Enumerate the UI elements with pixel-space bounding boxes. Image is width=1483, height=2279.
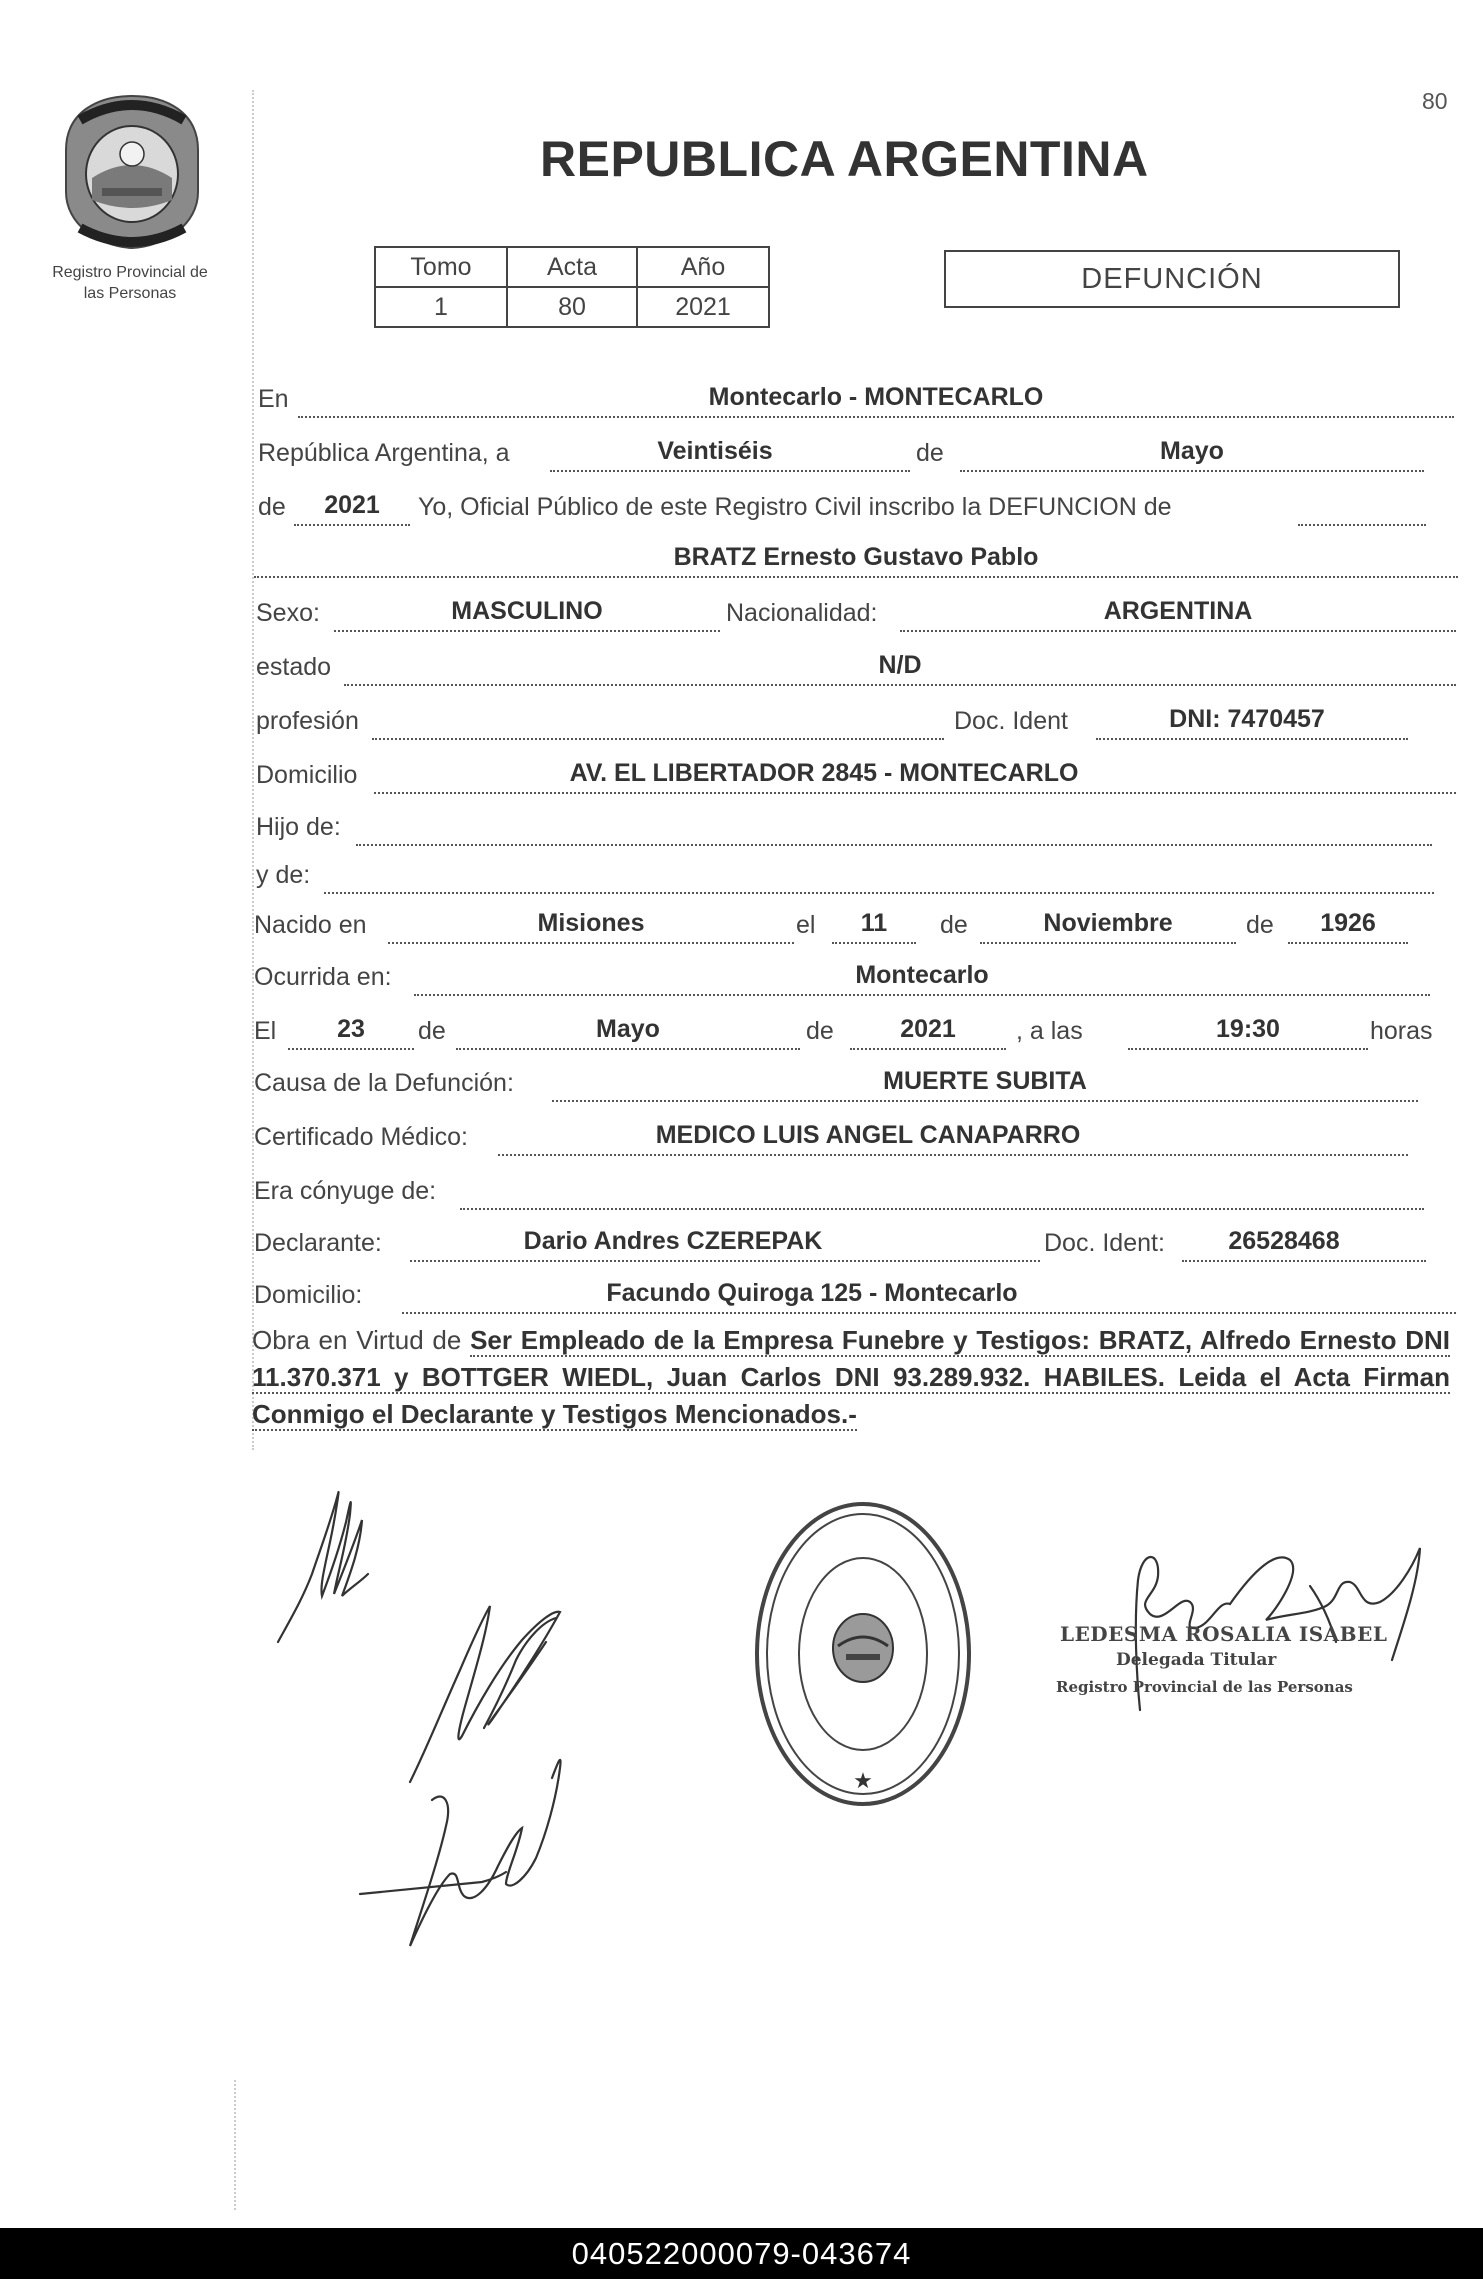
nacido-label: Nacido en <box>254 911 367 939</box>
sexo-label: Sexo: <box>256 599 320 627</box>
obra-label: Obra en Virtud de <box>252 1325 462 1355</box>
declarante-dom-value: Facundo Quiroga 125 - Montecarlo <box>606 1279 1018 1307</box>
row-estado <box>254 648 1458 688</box>
causa-label: Causa de la Defunción: <box>254 1069 514 1097</box>
row-sexo <box>254 594 1458 634</box>
record-header-row <box>375 247 769 287</box>
official-stamp <box>752 1498 974 1810</box>
tomo-value: 1 <box>375 287 507 327</box>
death-time-value: 19:30 <box>1216 1015 1280 1043</box>
declarante-label: Declarante: <box>254 1229 382 1257</box>
row-death-date <box>254 1012 1458 1052</box>
row-declarante-domicilio <box>254 1276 1458 1316</box>
row-nacido <box>254 906 1458 946</box>
logo-caption <box>20 262 240 304</box>
death-day-value: 23 <box>337 1015 365 1043</box>
logo-caption-line1: Registro Provincial de <box>52 264 208 281</box>
document-type-box: DEFUNCIÓN <box>944 250 1400 308</box>
declarante-dom-label: Domicilio: <box>254 1281 363 1309</box>
doc-ident-value: DNI: 7470457 <box>1169 705 1325 733</box>
tomo-header: Tomo <box>375 247 507 287</box>
row-declarante <box>254 1224 1458 1264</box>
delegate-office: Registro Provincial de las Personas <box>1056 1678 1353 1696</box>
birth-de2-label: de <box>1246 911 1274 939</box>
horas-label: horas <box>1370 1017 1433 1045</box>
hijo-label: Hijo de: <box>256 813 341 841</box>
document-title: REPUBLICA ARGENTINA <box>540 131 1149 187</box>
left-margin-rule-bottom <box>234 2080 236 2210</box>
svg-text:★: ★ <box>853 1769 873 1794</box>
declarante-value: Dario Andres CZEREPAK <box>523 1227 823 1255</box>
page-number: 80 <box>1422 88 1448 114</box>
sexo-value: MASCULINO <box>451 597 603 625</box>
year-value: 2021 <box>324 491 380 519</box>
row-domicilio <box>254 756 1458 796</box>
anio-header: Año <box>637 247 769 287</box>
en-label: En <box>258 385 289 413</box>
death-year-value: 2021 <box>900 1015 956 1043</box>
acta-value: 80 <box>507 287 637 327</box>
birth-year-value: 1926 <box>1320 909 1376 937</box>
nacionalidad-value: ARGENTINA <box>1103 597 1253 625</box>
coat-of-arms-logo <box>58 92 206 250</box>
nacido-value: Misiones <box>537 909 645 937</box>
causa-value: MUERTE SUBITA <box>883 1067 1087 1095</box>
row-name <box>254 540 1458 580</box>
row-year <box>254 488 1458 528</box>
footer-code: 040522000079-043674 <box>0 2228 1483 2279</box>
death-el-label: El <box>254 1017 277 1045</box>
declarante-doc-value: 26528468 <box>1228 1227 1340 1255</box>
day-value: Veintiséis <box>657 437 773 465</box>
republica-label: República Argentina, a <box>258 439 510 467</box>
row-yde <box>254 856 1458 896</box>
hijo-line <box>356 810 1432 846</box>
record-table <box>374 246 770 328</box>
declarante-doc-label: Doc. Ident: <box>1044 1229 1165 1257</box>
alas-label: , a las <box>1016 1017 1083 1045</box>
inscribo-line <box>1298 490 1426 526</box>
row-hijo <box>254 808 1458 848</box>
row-conyuge <box>254 1172 1458 1212</box>
delegate-role: Delegada Titular <box>1116 1650 1277 1670</box>
birth-day-value: 11 <box>860 909 888 937</box>
de2-label: de <box>258 493 286 521</box>
obra-paragraph <box>252 1322 1450 1433</box>
row-date <box>254 434 1458 474</box>
acta-header: Acta <box>507 247 637 287</box>
death-de-label: de <box>418 1017 446 1045</box>
domicilio-value: AV. EL LIBERTADOR 2845 - MONTECARLO <box>569 759 1079 787</box>
month-value: Mayo <box>1160 437 1224 465</box>
row-ocurrida <box>254 958 1458 998</box>
row-profesion <box>254 702 1458 742</box>
delegate-name: LEDESMA ROSALIA ISABEL <box>1060 1622 1388 1646</box>
estado-label: estado <box>256 653 332 681</box>
doc-ident-label: Doc. Ident <box>954 707 1068 735</box>
row-causa <box>254 1064 1458 1104</box>
estado-value: N/D <box>878 651 922 679</box>
domicilio-label: Domicilio <box>256 761 358 789</box>
death-month-value: Mayo <box>596 1015 660 1043</box>
inscribo-text: Yo, Oficial Público de este Registro Civil inscribo la DEFUNCION de <box>418 493 1172 521</box>
profesion-label: profesión <box>256 707 359 735</box>
nacionalidad-label: Nacionalidad: <box>726 599 878 627</box>
conyuge-line <box>460 1174 1424 1210</box>
obra-value: Ser Empleado de la Empresa Funebre y Testigos: BRATZ, Alfredo Ernesto DNI 11.370.371 y BOTTGER WIEDL, Juan Carlos DNI 93.289.932. HABILES. Leida el Acta Firman Conmigo el Declarante y Testigos Mencionados.- <box>252 1325 1451 1429</box>
logo-caption-line2: las Personas <box>83 285 177 302</box>
delegate-signature-block <box>1040 1510 1440 1750</box>
de-label: de <box>916 439 944 467</box>
ocurrida-value: Montecarlo <box>855 961 989 989</box>
el-label: el <box>796 911 816 939</box>
yde-label: y de: <box>256 861 311 889</box>
anio-value: 2021 <box>637 287 769 327</box>
birth-de-label: de <box>940 911 968 939</box>
birth-month-value: Noviembre <box>1043 909 1173 937</box>
deceased-name: BRATZ Ernesto Gustavo Pablo <box>673 543 1039 571</box>
record-value-row <box>375 287 769 327</box>
profesion-line <box>372 704 944 740</box>
ocurrida-label: Ocurrida en: <box>254 963 392 991</box>
certificado-label: Certificado Médico: <box>254 1123 468 1151</box>
en-value: Montecarlo - MONTECARLO <box>708 383 1044 411</box>
row-en <box>254 380 1458 420</box>
yde-line <box>324 858 1434 894</box>
death-de2-label: de <box>806 1017 834 1045</box>
row-certificado <box>254 1118 1458 1158</box>
certificado-value: MEDICO LUIS ANGEL CANAPARRO <box>655 1121 1081 1149</box>
conyuge-label: Era cónyuge de: <box>254 1177 437 1205</box>
